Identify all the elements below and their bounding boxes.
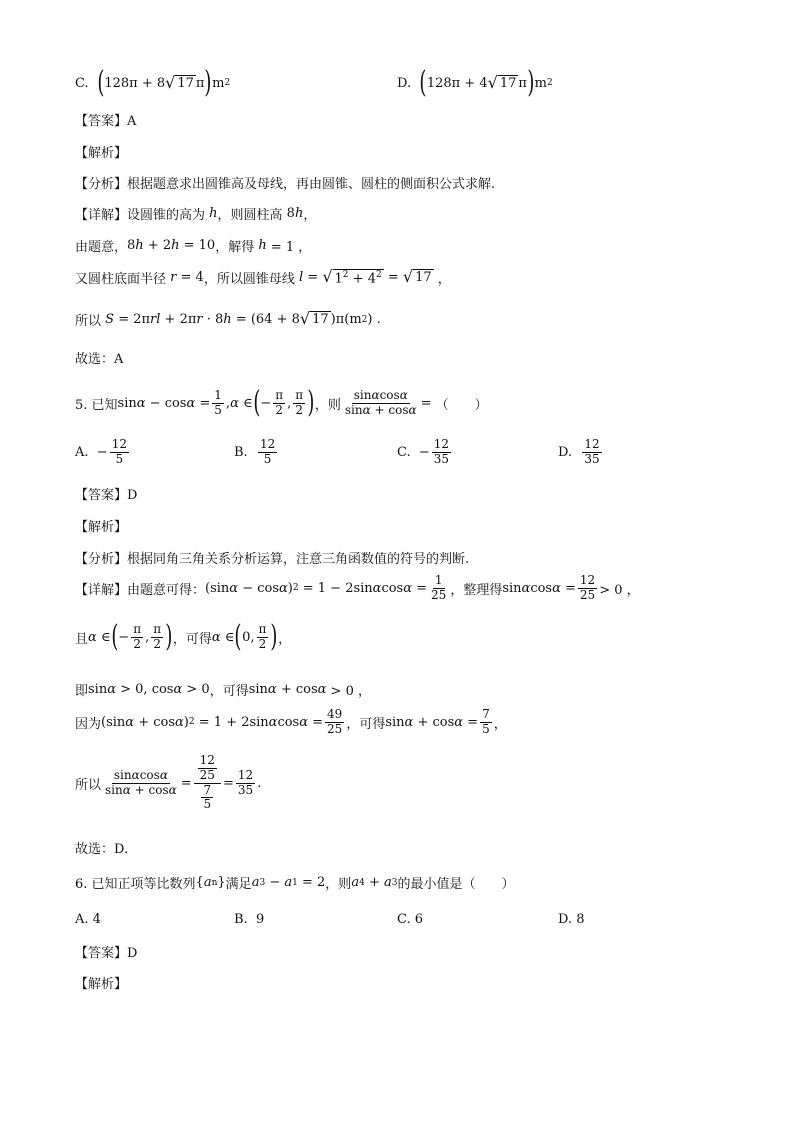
question-6-stem: 6. 已知正项等比数列 { a n } 满足 a 3 − a 1 = 2 ，则 a 4 + a 3 的最小值是（ ）: [75, 875, 515, 892]
detail-line-1: 【详解】设圆锥的高为 h ，则圆柱高 8 h ，: [75, 206, 317, 223]
q5-option-d: D. $\frac{12}{35}$: [558, 437, 600, 466]
detail-line-4: 所以 S = 2π rl + 2π r · 8 h = (64 + 8 √ 17 )π(m 2 ) .: [75, 309, 381, 329]
q5-option-a: A. − $\frac{12}{5}$: [75, 437, 127, 466]
choose-line: 故选：D.: [75, 842, 129, 857]
q6-option-c: C. 6: [397, 912, 424, 927]
q6-option-b: B. 9: [234, 912, 265, 927]
option-c-row: C. ( 128π + 8 √ 17 π ) m 2: [75, 65, 231, 100]
analysis-heading: 【解析】: [75, 520, 128, 535]
choose-line: 故选：A: [75, 352, 124, 367]
analysis-text: 【分析】根据题意求出圆锥高及母线，再由圆锥、圆柱的侧面积公式求解.: [75, 177, 496, 192]
detail-line-2: 且 α ∈ ( − $\frac{\pi}{2}$ , $\frac{\pi}{2}$ ) ，可得 α ∈ ( 0, $\frac{\pi}{2}$ ) ，: [75, 619, 292, 654]
detail-line-2: 由题意， 8 h + 2 h = 10 ，解得 h = 1 ，: [75, 238, 312, 255]
analysis-heading: 【解析】: [75, 977, 128, 992]
detail-line-3: 又圆柱底面半径 r = 4 ，所以圆锥母线 l = √ $1^2 + 4^2$ = √ 17 ，: [75, 266, 451, 287]
q6-option-a: A. 4: [75, 912, 101, 927]
detail-line-5: 所以 $\frac{\sin\alpha\cos\alpha}{\sin\alpha + \cos\alpha}$ = $\frac{\frac{12}{25}}{\frac{7}{5}}$ = $\frac{12}{35}$ .: [75, 753, 262, 812]
analysis-text: 【分析】根据同角三角关系分析运算，注意三角函数值的符号的判断.: [75, 552, 470, 567]
answer-line: 【答案】D: [75, 488, 138, 503]
answer-line: 【答案】A: [75, 114, 137, 129]
detail-line-3: 即 sin α > 0, cos α > 0 ，可得 sin α + cos α > 0 ，: [75, 682, 371, 699]
q5-option-b: B. $\frac{12}{5}$: [234, 437, 276, 466]
question-5-stem: 5. 已知 sin α − cos α = $\frac{1}{5}$ , α ∈ ( − $\frac{\pi}{2}$ , $\frac{\pi}{2}$ ) ，则 $\frac{\sin\alpha\cos\alpha}{\sin\alpha + \cos\alpha}$ = （ ）: [75, 385, 488, 420]
detail-line-1: 【详解】由题意可得： (sin α − cos α ) 2 = 1 − 2sin α cos α = $\frac{1}{25}$ ，整理得 sin α cos α = $\frac{12}{25}$ > 0 ，: [75, 573, 640, 602]
option-d-row: D. ( 128π + 4 √ 17 π ) m 2: [397, 65, 553, 100]
option-label: C.: [75, 75, 89, 91]
q6-option-d: D. 8: [558, 912, 585, 927]
analysis-heading: 【解析】: [75, 146, 128, 161]
option-label: D.: [397, 75, 412, 91]
q5-option-c: C. − $\frac{12}{35}$: [397, 437, 450, 466]
answer-line: 【答案】D: [75, 946, 138, 961]
detail-line-4: 因为 (sin α + cos α ) 2 = 1 + 2sin α cos α = $\frac{49}{25}$ ，可得 sin α + cos α = $\frac{7}{5}$ ，: [75, 707, 507, 736]
